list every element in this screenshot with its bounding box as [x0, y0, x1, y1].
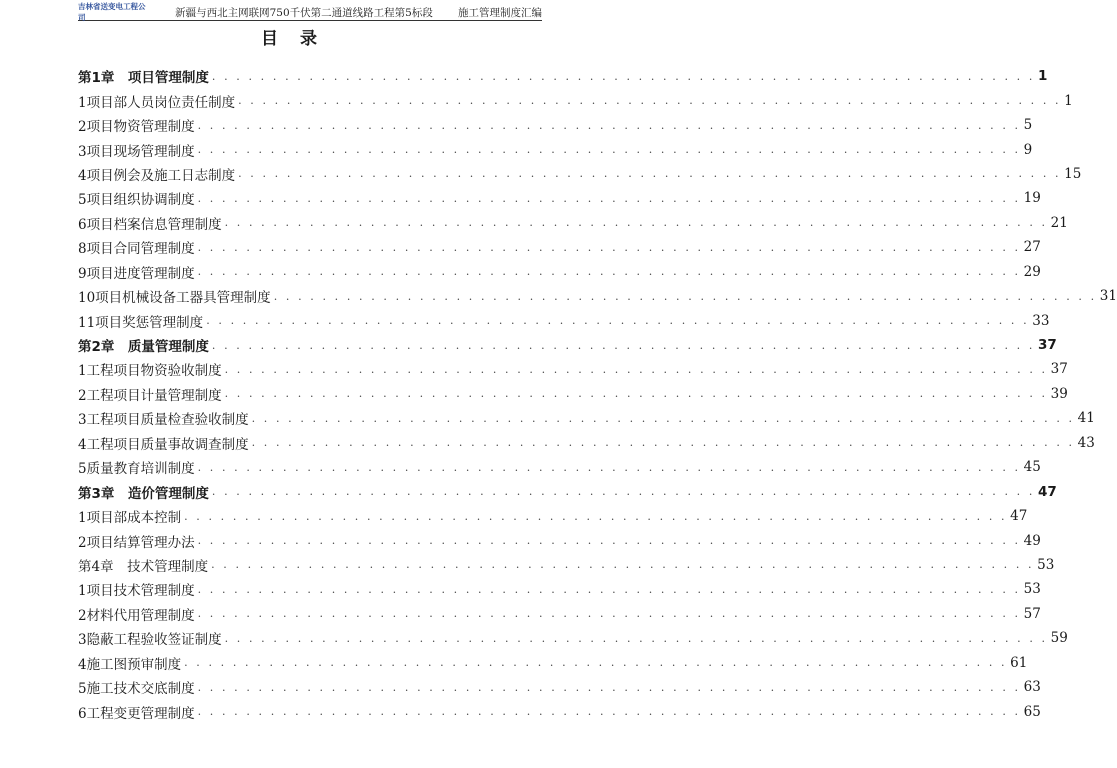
toc-entry-label: 11项目奖惩管理制度: [78, 314, 204, 331]
dot-leader: . . . . . . . . . . . . . . . . . . . . . . . . . . . . . . . . . . . . . . . . . . . . . . . . . . . . . . . . . . . . . . . . . . . .: [224, 387, 1048, 401]
company-name: 吉林省送变电工程公司: [78, 2, 146, 22]
toc-entry[interactable]: [78, 88, 1073, 112]
toc-entry[interactable]: [78, 382, 1068, 406]
toc-entry-label: 第1章 项目管理制度: [78, 70, 209, 87]
toc-entry-label: 6项目档案信息管理制度: [78, 216, 222, 233]
toc-entry[interactable]: [78, 553, 1055, 577]
dot-leader: . . . . . . . . . . . . . . . . . . . . . . . . . . . . . . . . . . . . . . . . . . . . . . . . . . . . . . . . . . . . . . . . . . . .: [197, 240, 1021, 254]
dot-leader: . . . . . . . . . . . . . . . . . . . . . . . . . . . . . . . . . . . . . . . . . . . . . . . . . . . . . . . . . . . . . . . . . . . .: [224, 362, 1048, 376]
toc-entry[interactable]: [78, 260, 1041, 284]
toc-entry[interactable]: [78, 162, 1082, 186]
toc-entry-label: 1项目技术管理制度: [78, 583, 195, 600]
toc-entry[interactable]: [78, 284, 1117, 308]
toc-entry-label: 10项目机械设备工器具管理制度: [78, 290, 271, 307]
toc-entry[interactable]: [78, 186, 1041, 210]
toc-entry-label: 1项目部人员岗位责任制度: [78, 94, 236, 111]
toc-entry[interactable]: [78, 504, 1028, 528]
toc-entry-label: 4项目例会及施工日志制度: [78, 167, 236, 184]
toc-entry-label: 2项目结算管理办法: [78, 534, 195, 551]
toc-entry-page: 41: [1077, 410, 1095, 427]
toc-entry-page: 45: [1023, 459, 1041, 476]
toc-entry-label: 5施工技术交底制度: [78, 681, 195, 698]
toc-entry[interactable]: [78, 406, 1095, 430]
toc-entry[interactable]: [78, 651, 1028, 675]
dot-leader: . . . . . . . . . . . . . . . . . . . . . . . . . . . . . . . . . . . . . . . . . . . . . . . . . . . . . . . . . . . . . . . . . . . .: [238, 94, 1062, 108]
toc-entry[interactable]: [78, 308, 1050, 332]
toc-entry-page: 47: [1037, 483, 1057, 500]
toc-entry-page: 29: [1023, 263, 1041, 280]
toc-entry-label: 第4章 技术管理制度: [78, 558, 209, 575]
toc-entry-page: 9: [1023, 141, 1033, 158]
toc-entry-page: 1: [1064, 92, 1073, 109]
toc-entry-label: 9项目进度管理制度: [78, 265, 195, 282]
toc-entry-page: 15: [1064, 165, 1082, 182]
toc-entry-page: 53: [1023, 581, 1041, 598]
document-name: 施工管理制度汇编: [458, 6, 542, 19]
toc-entry-page: 19: [1023, 190, 1041, 207]
toc-entry[interactable]: [78, 211, 1068, 235]
page-title: 目录: [261, 29, 339, 49]
dot-leader: . . . . . . . . . . . . . . . . . . . . . . . . . . . . . . . . . . . . . . . . . . . . . . . . . . . . . . . . . . . . . . . . . . . .: [197, 680, 1021, 694]
toc-entry[interactable]: [78, 675, 1041, 699]
toc-entry[interactable]: [78, 137, 1033, 161]
toc-entry-label: 5质量教育培训制度: [78, 461, 195, 478]
toc-entry-label: 3隐蔽工程验收签证制度: [78, 632, 222, 649]
page-header: [78, 4, 542, 21]
toc-entry[interactable]: [78, 235, 1041, 259]
toc-entry-label: 2材料代用管理制度: [78, 607, 195, 624]
dot-leader: . . . . . . . . . . . . . . . . . . . . . . . . . . . . . . . . . . . . . . . . . . . . . . . . . . . . . . . . . . . . . . . . . . . .: [197, 265, 1021, 279]
toc-entry-label: 1项目部成本控制: [78, 510, 182, 527]
toc-entry-page: 49: [1023, 532, 1041, 549]
toc-entry-page: 65: [1023, 703, 1041, 720]
toc-entry-page: 53: [1037, 556, 1055, 573]
dot-leader: . . . . . . . . . . . . . . . . . . . . . . . . . . . . . . . . . . . . . . . . . . . . . . . . . . . . . . . . . . . . . . . . . . . .: [211, 69, 1035, 83]
toc-entry-page: 37: [1037, 337, 1057, 354]
dot-leader: . . . . . . . . . . . . . . . . . . . . . . . . . . . . . . . . . . . . . . . . . . . . . . . . . . . . . . . . . . . . . . . . . . . .: [251, 436, 1075, 450]
toc-chapter-entry[interactable]: [78, 333, 1057, 357]
toc-entry-page: 63: [1023, 679, 1041, 696]
toc-entry-label: 4施工图预审制度: [78, 656, 182, 673]
toc-entry[interactable]: [78, 113, 1033, 137]
toc-entry-page: 47: [1010, 508, 1028, 525]
toc-entry[interactable]: [78, 528, 1041, 552]
dot-leader: . . . . . . . . . . . . . . . . . . . . . . . . . . . . . . . . . . . . . . . . . . . . . . . . . . . . . . . . . . . . . . . . . . . .: [273, 289, 1097, 303]
dot-leader: . . . . . . . . . . . . . . . . . . . . . . . . . . . . . . . . . . . . . . . . . . . . . . . . . . . . . . . . . . . . . . . . . . . .: [197, 607, 1021, 621]
toc-entry-label: 3工程项目质量检查验收制度: [78, 412, 249, 429]
toc-entry[interactable]: [78, 602, 1041, 626]
toc-entry-page: 5: [1023, 117, 1033, 134]
toc-entry-page: 27: [1023, 239, 1041, 256]
toc-entry-page: 43: [1077, 434, 1095, 451]
toc-entry-page: 21: [1050, 214, 1068, 231]
dot-leader: . . . . . . . . . . . . . . . . . . . . . . . . . . . . . . . . . . . . . . . . . . . . . . . . . . . . . . . . . . . . . . . . . . . .: [197, 705, 1021, 719]
toc-entry-page: 61: [1010, 654, 1028, 671]
toc-entry-page: 57: [1023, 605, 1041, 622]
dot-leader: . . . . . . . . . . . . . . . . . . . . . . . . . . . . . . . . . . . . . . . . . . . . . . . . . . . . . . . . . . . . . . . . . . . .: [224, 216, 1048, 230]
toc-entry-label: 6工程变更管理制度: [78, 705, 195, 722]
dot-leader: . . . . . . . . . . . . . . . . . . . . . . . . . . . . . . . . . . . . . . . . . . . . . . . . . . . . . . . . . . . . . . . . . . . .: [197, 460, 1021, 474]
dot-leader: . . . . . . . . . . . . . . . . . . . . . . . . . . . . . . . . . . . . . . . . . . . . . . . . . . . . . . . . . . . . . . . . . . . .: [197, 534, 1021, 548]
project-name: 新疆与西北主网联网750千伏第二通道线路工程第5标段: [175, 6, 433, 19]
dot-leader: . . . . . . . . . . . . . . . . . . . . . . . . . . . . . . . . . . . . . . . . . . . . . . . . . . . . . . . . . . . . . . . . . . . .: [211, 338, 1035, 352]
toc-entry[interactable]: [78, 455, 1041, 479]
toc-entry-page: 39: [1050, 385, 1068, 402]
toc-entry-label: 2工程项目计量管理制度: [78, 387, 222, 404]
toc-entry-page: 1: [1037, 68, 1048, 85]
dot-leader: . . . . . . . . . . . . . . . . . . . . . . . . . . . . . . . . . . . . . . . . . . . . . . . . . . . . . . . . . . . . . . . . . . . .: [197, 118, 1021, 132]
dot-leader: . . . . . . . . . . . . . . . . . . . . . . . . . . . . . . . . . . . . . . . . . . . . . . . . . . . . . . . . . . . . . . . . . . . .: [197, 191, 1021, 205]
dot-leader: . . . . . . . . . . . . . . . . . . . . . . . . . . . . . . . . . . . . . . . . . . . . . . . . . . . . . . . . . . . . . . . . . . . .: [197, 582, 1021, 596]
dot-leader: . . . . . . . . . . . . . . . . . . . . . . . . . . . . . . . . . . . . . . . . . . . . . . . . . . . . . . . . . . . . . . . . . . . .: [211, 558, 1035, 572]
toc-entry-label: 5项目组织协调制度: [78, 192, 195, 209]
toc-entry-label: 4工程项目质量事故调查制度: [78, 436, 249, 453]
toc-entry[interactable]: [78, 577, 1041, 601]
dot-leader: . . . . . . . . . . . . . . . . . . . . . . . . . . . . . . . . . . . . . . . . . . . . . . . . . . . . . . . . . . . . . . . . . . . .: [206, 314, 1030, 328]
toc-entry-label: 3项目现场管理制度: [78, 143, 195, 160]
toc-entry-page: 31: [1099, 288, 1117, 305]
toc-entry-label: 第3章 造价管理制度: [78, 485, 209, 502]
toc-entry-page: 37: [1050, 361, 1068, 378]
dot-leader: . . . . . . . . . . . . . . . . . . . . . . . . . . . . . . . . . . . . . . . . . . . . . . . . . . . . . . . . . . . . . . . . . . . .: [251, 411, 1075, 425]
toc-entry-label: 第2章 质量管理制度: [78, 339, 209, 356]
toc-entry-label: 1工程项目物资验收制度: [78, 363, 222, 380]
toc-entry-page: 33: [1032, 312, 1050, 329]
toc-entry[interactable]: [78, 626, 1068, 650]
dot-leader: . . . . . . . . . . . . . . . . . . . . . . . . . . . . . . . . . . . . . . . . . . . . . . . . . . . . . . . . . . . . . . . . . . . .: [211, 485, 1035, 499]
toc-entry[interactable]: [78, 699, 1041, 723]
toc-entry-label: 2项目物资管理制度: [78, 119, 195, 136]
toc-chapter-entry[interactable]: [78, 64, 1048, 88]
dot-leader: . . . . . . . . . . . . . . . . . . . . . . . . . . . . . . . . . . . . . . . . . . . . . . . . . . . . . . . . . . . . . . . . . . . .: [197, 143, 1021, 157]
dot-leader: . . . . . . . . . . . . . . . . . . . . . . . . . . . . . . . . . . . . . . . . . . . . . . . . . . . . . . . . . . . . . . . . . . . .: [184, 509, 1008, 523]
toc-entry[interactable]: [78, 357, 1068, 381]
table-of-contents: [78, 64, 1117, 724]
toc-entry-page: 59: [1050, 630, 1068, 647]
toc-chapter-entry[interactable]: [78, 479, 1057, 503]
dot-leader: . . . . . . . . . . . . . . . . . . . . . . . . . . . . . . . . . . . . . . . . . . . . . . . . . . . . . . . . . . . . . . . . . . . .: [238, 167, 1062, 181]
dot-leader: . . . . . . . . . . . . . . . . . . . . . . . . . . . . . . . . . . . . . . . . . . . . . . . . . . . . . . . . . . . . . . . . . . . .: [224, 631, 1048, 645]
dot-leader: . . . . . . . . . . . . . . . . . . . . . . . . . . . . . . . . . . . . . . . . . . . . . . . . . . . . . . . . . . . . . . . . . . . .: [184, 656, 1008, 670]
toc-entry-label: 8项目合同管理制度: [78, 241, 195, 258]
toc-entry[interactable]: [78, 431, 1095, 455]
